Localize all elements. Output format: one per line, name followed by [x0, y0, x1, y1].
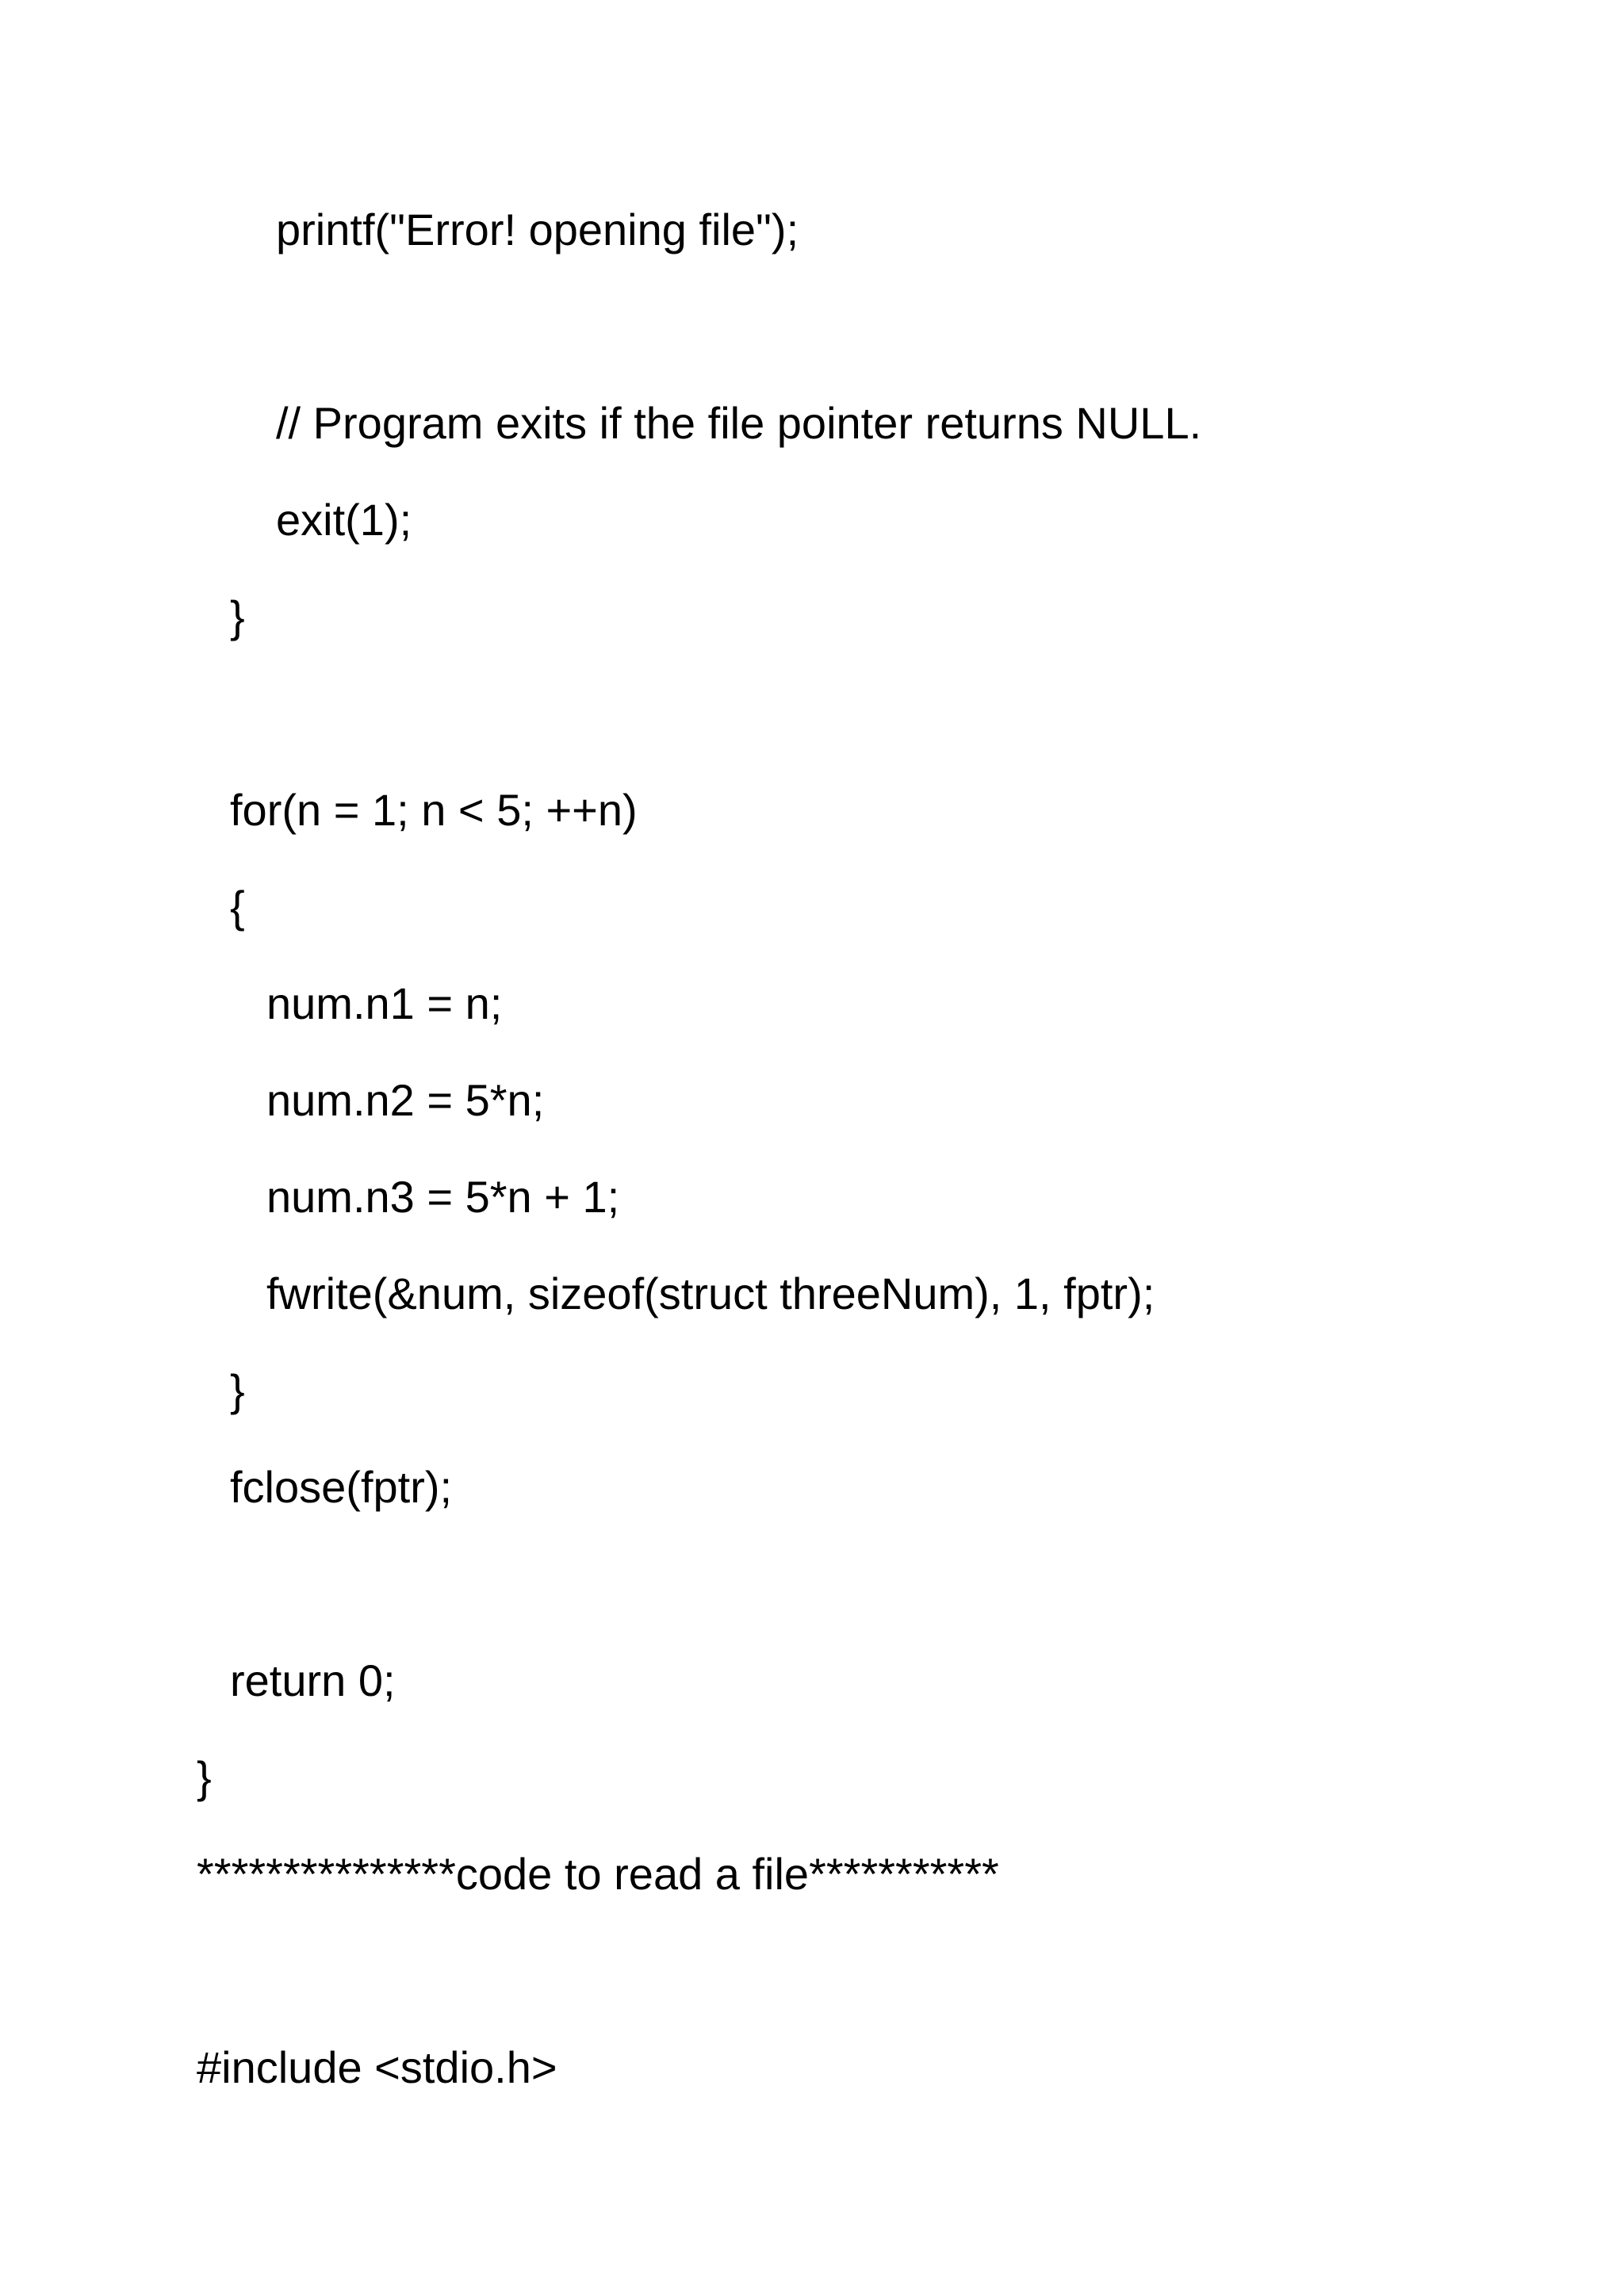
- code-line-assign-n3: num.n3 = 5*n + 1;: [266, 1172, 620, 1222]
- code-line-exit-call: exit(1);: [276, 495, 412, 545]
- code-line-for-loop: for(n = 1; n < 5; ++n): [230, 785, 638, 835]
- code-line-comment-exit: // Program exits if the file pointer returns NULL.: [276, 398, 1202, 448]
- code-line-close-brace-for: }: [230, 1365, 245, 1415]
- code-line-include-stdio: #include <stdio.h>: [197, 2042, 557, 2092]
- section-divider-heading: ***************code to read a file***********: [197, 1849, 999, 1899]
- code-line-open-brace-for: {: [230, 882, 245, 932]
- code-line-close-brace-main: }: [197, 1752, 212, 1802]
- code-line-printf-error: printf("Error! opening file");: [276, 205, 799, 254]
- code-line-close-brace-if: }: [230, 591, 245, 641]
- code-line-return-zero: return 0;: [230, 1655, 396, 1705]
- code-line-fwrite-call: fwrite(&num, sizeof(struct threeNum), 1, fptr);: [266, 1269, 1155, 1318]
- code-line-assign-n2: num.n2 = 5*n;: [266, 1075, 545, 1125]
- code-line-fclose-call: fclose(fptr);: [230, 1462, 453, 1512]
- code-line-assign-n1: num.n1 = n;: [266, 978, 503, 1028]
